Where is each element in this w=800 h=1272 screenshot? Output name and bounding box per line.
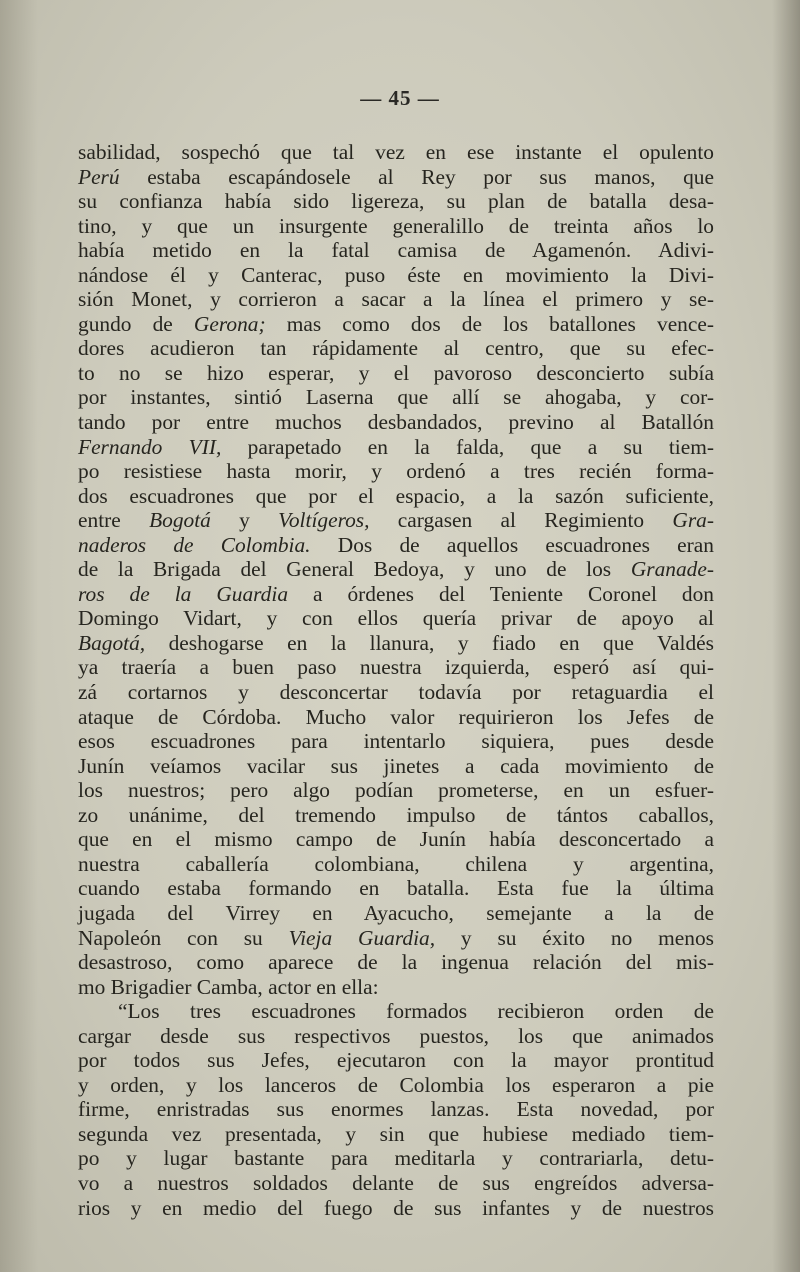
text-line: [78, 778, 714, 803]
text-line: [78, 1122, 714, 1147]
text-line: [78, 729, 714, 754]
text-line: [78, 1024, 714, 1049]
italic-run: Fernando VII,: [78, 434, 222, 459]
text-line: [78, 361, 714, 386]
text-line: [78, 655, 714, 680]
text-line: [78, 901, 714, 926]
text-line: [78, 312, 714, 337]
text-run: y: [210, 508, 279, 533]
text-run: Junín veíamos vacilar sus jinetes a cada movimiento de: [78, 753, 714, 778]
text-run: por todos sus Jefes, ejecutaron con la mayor prontitud: [78, 1048, 714, 1073]
text-run: cargar desde sus respectivos puestos, los que animados: [78, 1023, 714, 1048]
text-line: [78, 705, 714, 730]
italic-run: Vieja Guardia,: [288, 925, 436, 950]
text-line: [78, 876, 714, 901]
text-run: rios y en medio del fuego de sus infantes y de nuestros: [78, 1195, 714, 1220]
text-line: [78, 238, 714, 263]
italic-run: Granade-: [630, 557, 714, 582]
text-run: sabilidad, sospechó que tal vez en ese instante el opulento: [78, 140, 714, 164]
text-run: a órdenes del Teniente Coronel don: [288, 581, 715, 606]
text-line: [78, 508, 714, 533]
text-line: [78, 827, 714, 852]
italic-run: ros de la Guardia: [78, 581, 289, 606]
text-run: zo unánime, del tremendo impulso de tántos caballos,: [78, 802, 714, 827]
text-run: po y lugar bastante para meditarla y contrariarla, detu-: [78, 1146, 714, 1171]
text-line: [78, 1048, 714, 1073]
text-line: [78, 165, 714, 190]
text-run: tino, y que un insurgente generalillo de treinta años lo: [78, 213, 714, 238]
text-run: y orden, y los lanceros de Colombia los esperaron a pie: [78, 1072, 714, 1097]
text-run: parapetado en la falda, que a su tiem-: [221, 434, 714, 459]
text-run: su confianza había sido ligereza, su plan de batalla desa-: [78, 189, 714, 214]
page-number: — 45 —: [360, 86, 440, 110]
text-run: desastroso, como aparece de la ingenua relación del mis-: [78, 950, 714, 975]
italic-run: Bagotá,: [78, 630, 146, 655]
text-run: entre: [78, 508, 150, 533]
text-run: dos escuadrones que por el espacio, a la sazón suficiente,: [78, 483, 714, 508]
text-run: nándose él y Canterac, puso éste en movimiento la Divi-: [78, 262, 714, 287]
italic-run: Perú: [78, 164, 120, 189]
italic-run: Gra-: [672, 508, 714, 533]
text-run: gundo de: [78, 311, 194, 336]
text-line: [78, 1073, 714, 1098]
text-run: Domingo Vidart, y con ellos quería privar de apoyo al: [78, 606, 714, 631]
text-line: [78, 140, 714, 165]
text-run: ya traería a buen paso nuestra izquierda, esperó así qui-: [78, 655, 714, 680]
italic-run: Bogotá: [149, 508, 211, 533]
text-run: por instantes, sintió Laserna que allí se ahogaba, y cor-: [78, 385, 714, 410]
text-run: jugada del Virrey en Ayacucho, semejante a la de: [78, 900, 714, 925]
text-run: esos escuadrones para intentarlo siquiera, pues desde: [78, 729, 714, 754]
text-run: y su éxito no menos: [435, 925, 715, 950]
text-line: [78, 189, 714, 214]
text-line: [78, 803, 714, 828]
text-run: Dos de aquellos escuadrones eran: [310, 532, 714, 557]
italic-run: Gerona;: [193, 311, 266, 336]
text-line: [78, 557, 714, 582]
text-run: tando por entre muchos desbandados, previno al Batallón: [78, 410, 714, 435]
text-run: sión Monet, y corrieron a sacar a la línea el primero y se-: [78, 287, 714, 312]
text-line: [78, 606, 714, 631]
text-run: deshogarse en la llanura, y fiado en que Valdés: [145, 630, 714, 655]
text-run: segunda vez presentada, y sin que hubiese mediado tiem-: [78, 1121, 714, 1146]
text-line: [78, 533, 714, 558]
text-line: [78, 1146, 714, 1171]
text-line: [78, 975, 714, 1000]
text-run: mas como dos de los batallones vence-: [265, 311, 714, 336]
text-line: [78, 852, 714, 877]
text-line: [78, 263, 714, 288]
text-line: [78, 1196, 714, 1221]
text-run: “Los tres escuadrones formados recibieron orden de: [118, 999, 714, 1024]
text-line: [78, 582, 714, 607]
text-line: [78, 950, 714, 975]
text-line: [78, 1097, 714, 1122]
text-run: to no se hizo esperar, y el pavoroso desconcierto subía: [78, 360, 714, 385]
text-run: había metido en la fatal camisa de Agamenón. Adivi-: [78, 238, 714, 263]
text-run: los nuestros; pero algo podían prometerse, en un esfuer-: [78, 778, 714, 803]
text-line: [78, 385, 714, 410]
text-line: [78, 484, 714, 509]
text-run: vo a nuestros soldados delante de sus engreídos adversa-: [78, 1170, 714, 1195]
text-line: [78, 410, 714, 435]
italic-run: Voltígeros,: [278, 508, 370, 533]
text-run: ataque de Córdoba. Mucho valor requirieron los Jefes de: [78, 704, 714, 729]
text-line: [78, 926, 714, 951]
text-line: [78, 754, 714, 779]
text-line: [78, 459, 714, 484]
text-run: Napoleón con su: [78, 925, 289, 950]
text-run: firme, enristradas sus enormes lanzas. Esta novedad, por: [78, 1097, 714, 1122]
italic-run: naderos de Colombia.: [78, 532, 311, 557]
text-line: [78, 214, 714, 239]
text-line: [78, 435, 714, 460]
text-line: [78, 287, 714, 312]
text-run: estaba escapándosele al Rey por sus manos, que: [119, 164, 714, 189]
body-text: [78, 140, 714, 1220]
text-run: de la Brigada del General Bedoya, y uno de los: [78, 557, 631, 582]
text-run: cuando estaba formando en batalla. Esta fue la última: [78, 876, 714, 901]
text-line: [78, 999, 714, 1024]
text-run: po resistiese hasta morir, y ordenó a tres recién forma-: [78, 459, 714, 484]
text-run: cargasen al Regimiento: [369, 508, 673, 533]
text-run: mo Brigadier Camba, actor en ella:: [78, 974, 379, 999]
text-line: [78, 1171, 714, 1196]
text-run: zá cortarnos y desconcertar todavía por retaguardia el: [78, 680, 714, 705]
text-line: [78, 336, 714, 361]
text-line: [78, 680, 714, 705]
text-run: que en el mismo campo de Junín había desconcertado a: [78, 827, 714, 852]
text-line: [78, 631, 714, 656]
text-run: dores acudieron tan rápidamente al centro, que su efec-: [78, 336, 714, 361]
text-run: nuestra caballería colombiana, chilena y argentina,: [78, 851, 714, 876]
